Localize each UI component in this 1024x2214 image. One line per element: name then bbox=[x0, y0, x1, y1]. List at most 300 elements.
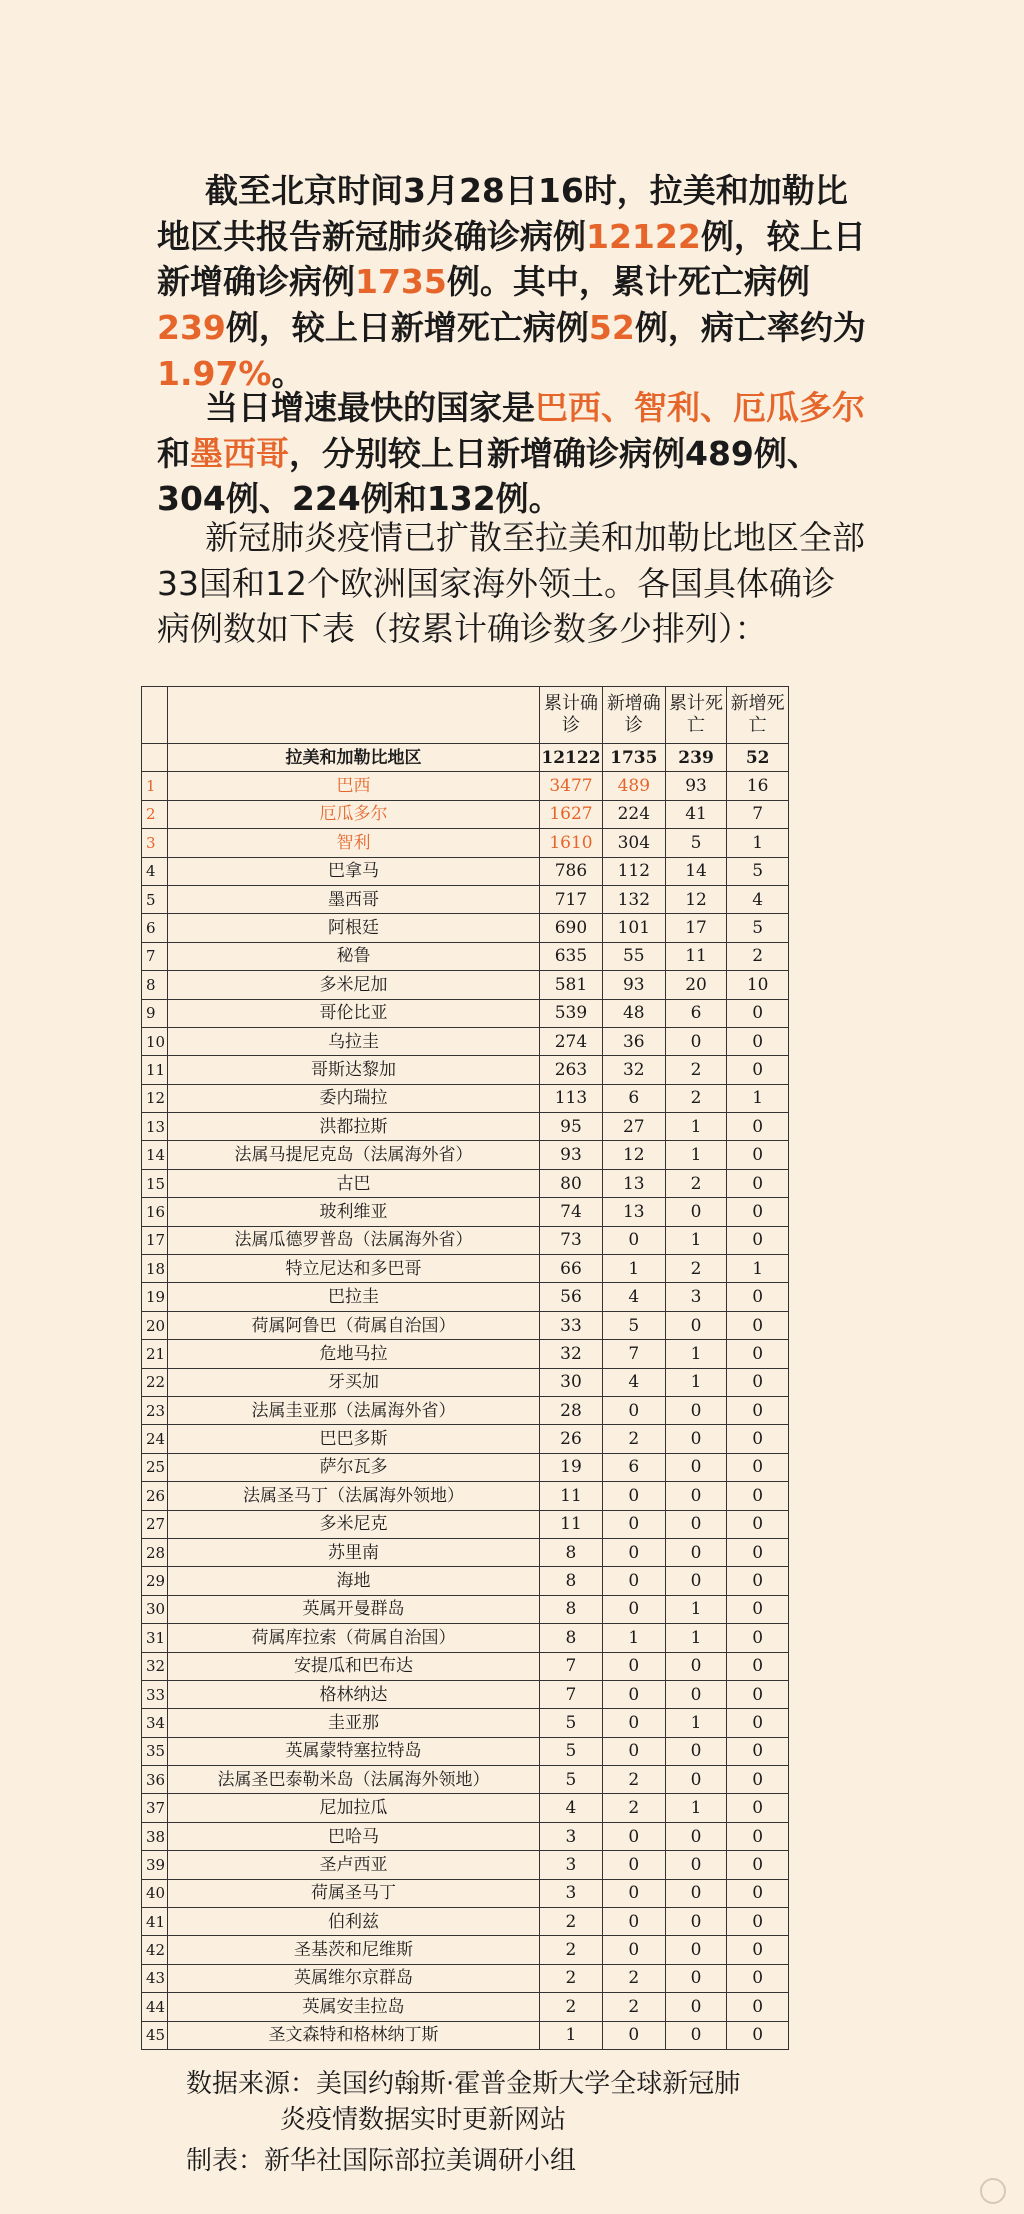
text-segment: 例，较上日新增死亡病例 bbox=[225, 308, 589, 348]
row-cumulative-deaths: 1 bbox=[665, 1368, 727, 1396]
header-rank bbox=[142, 687, 168, 744]
row-country-name: 伯利兹 bbox=[167, 1908, 539, 1936]
summary-cumulative-cases: 12122 bbox=[540, 744, 603, 772]
row-cumulative-deaths: 3 bbox=[665, 1283, 727, 1311]
row-country-name: 多米尼克 bbox=[167, 1510, 539, 1538]
total-cases-value: 12122 bbox=[586, 216, 701, 256]
table-row bbox=[142, 1794, 789, 1822]
row-new-cases: 0 bbox=[602, 1936, 665, 1964]
row-new-cases: 112 bbox=[602, 857, 665, 885]
table-row bbox=[142, 1766, 789, 1794]
row-rank: 22 bbox=[142, 1368, 168, 1396]
row-new-cases: 4 bbox=[602, 1283, 665, 1311]
row-cumulative-deaths: 0 bbox=[665, 1652, 727, 1680]
row-country-name: 哥伦比亚 bbox=[167, 999, 539, 1027]
row-cumulative-deaths: 1 bbox=[665, 1226, 727, 1254]
row-new-cases: 1 bbox=[602, 1624, 665, 1652]
row-cumulative-deaths: 0 bbox=[665, 1567, 727, 1595]
row-new-deaths: 0 bbox=[727, 1908, 789, 1936]
row-new-deaths: 0 bbox=[727, 1652, 789, 1680]
row-new-cases: 0 bbox=[602, 1822, 665, 1850]
table-row bbox=[142, 1113, 789, 1141]
row-cumulative-cases: 2 bbox=[540, 1993, 603, 2021]
row-cumulative-cases: 3 bbox=[540, 1851, 603, 1879]
row-rank: 37 bbox=[142, 1794, 168, 1822]
row-cumulative-cases: 5 bbox=[540, 1709, 603, 1737]
row-cumulative-deaths: 0 bbox=[665, 1198, 727, 1226]
row-rank: 33 bbox=[142, 1680, 168, 1708]
row-cumulative-cases: 95 bbox=[540, 1113, 603, 1141]
row-new-deaths: 0 bbox=[727, 1964, 789, 1992]
row-cumulative-cases: 1627 bbox=[540, 800, 603, 828]
row-cumulative-cases: 80 bbox=[540, 1169, 603, 1197]
row-country-name: 安提瓜和巴布达 bbox=[167, 1652, 539, 1680]
table-row bbox=[142, 1056, 789, 1084]
row-new-cases: 0 bbox=[602, 1908, 665, 1936]
table-row bbox=[142, 1198, 789, 1226]
row-new-deaths: 0 bbox=[727, 1027, 789, 1055]
row-cumulative-cases: 8 bbox=[540, 1624, 603, 1652]
table-row bbox=[142, 1141, 789, 1169]
country-highlight: 墨西哥 bbox=[190, 433, 289, 473]
row-cumulative-cases: 717 bbox=[540, 885, 603, 913]
row-new-deaths: 0 bbox=[727, 1226, 789, 1254]
row-cumulative-cases: 581 bbox=[540, 971, 603, 999]
row-new-cases: 0 bbox=[602, 1680, 665, 1708]
row-cumulative-deaths: 0 bbox=[665, 1936, 727, 1964]
row-new-cases: 32 bbox=[602, 1056, 665, 1084]
row-cumulative-deaths: 0 bbox=[665, 1993, 727, 2021]
text-segment: 例。其中，累计死亡病例 bbox=[446, 262, 810, 302]
row-cumulative-deaths: 5 bbox=[665, 829, 727, 857]
row-rank: 29 bbox=[142, 1567, 168, 1595]
row-cumulative-cases: 263 bbox=[540, 1056, 603, 1084]
row-rank: 11 bbox=[142, 1056, 168, 1084]
row-cumulative-deaths: 12 bbox=[665, 885, 727, 913]
row-country-name: 巴拉圭 bbox=[167, 1283, 539, 1311]
table-row bbox=[142, 1340, 789, 1368]
row-new-deaths: 0 bbox=[727, 2021, 789, 2049]
header-name bbox=[167, 687, 539, 744]
table-row bbox=[142, 1396, 789, 1424]
row-cumulative-deaths: 20 bbox=[665, 971, 727, 999]
table-header-row bbox=[142, 687, 789, 744]
row-rank: 38 bbox=[142, 1822, 168, 1850]
row-new-cases: 2 bbox=[602, 1766, 665, 1794]
row-new-deaths: 0 bbox=[727, 1283, 789, 1311]
row-country-name: 乌拉圭 bbox=[167, 1027, 539, 1055]
table-row bbox=[142, 1964, 789, 1992]
summary-new-deaths: 52 bbox=[727, 744, 789, 772]
summary-cumulative-deaths: 239 bbox=[665, 744, 727, 772]
row-country-name: 苏里南 bbox=[167, 1538, 539, 1566]
text-segment: 和 bbox=[157, 433, 190, 473]
row-country-name: 英属安圭拉岛 bbox=[167, 1993, 539, 2021]
row-new-cases: 2 bbox=[602, 1993, 665, 2021]
table-row bbox=[142, 1822, 789, 1850]
row-country-name: 圣文森特和格林纳丁斯 bbox=[167, 2021, 539, 2049]
row-rank: 9 bbox=[142, 999, 168, 1027]
table-summary-row bbox=[142, 744, 789, 772]
row-country-name: 荷属阿鲁巴（荷属自治国） bbox=[167, 1311, 539, 1339]
row-cumulative-cases: 5 bbox=[540, 1766, 603, 1794]
header-cumulative-cases: 累计确诊 bbox=[540, 687, 603, 744]
row-new-cases: 13 bbox=[602, 1169, 665, 1197]
table-row bbox=[142, 1084, 789, 1112]
row-country-name: 牙买加 bbox=[167, 1368, 539, 1396]
row-cumulative-deaths: 0 bbox=[665, 1851, 727, 1879]
row-new-cases: 0 bbox=[602, 1879, 665, 1907]
row-new-deaths: 10 bbox=[727, 971, 789, 999]
row-country-name: 智利 bbox=[167, 829, 539, 857]
row-country-name: 英属维尔京群岛 bbox=[167, 1964, 539, 1992]
table-row bbox=[142, 829, 789, 857]
header-new-cases: 新增确诊 bbox=[602, 687, 665, 744]
row-country-name: 圣基茨和尼维斯 bbox=[167, 1936, 539, 1964]
row-new-deaths: 5 bbox=[727, 914, 789, 942]
table-row bbox=[142, 772, 789, 800]
row-new-cases: 304 bbox=[602, 829, 665, 857]
row-new-cases: 55 bbox=[602, 942, 665, 970]
row-new-deaths: 16 bbox=[727, 772, 789, 800]
row-rank: 27 bbox=[142, 1510, 168, 1538]
row-cumulative-deaths: 0 bbox=[665, 1964, 727, 1992]
row-cumulative-deaths: 0 bbox=[665, 1680, 727, 1708]
row-new-cases: 0 bbox=[602, 1652, 665, 1680]
row-cumulative-deaths: 93 bbox=[665, 772, 727, 800]
row-country-name: 阿根廷 bbox=[167, 914, 539, 942]
row-cumulative-deaths: 1 bbox=[665, 1624, 727, 1652]
row-cumulative-cases: 113 bbox=[540, 1084, 603, 1112]
row-new-cases: 224 bbox=[602, 800, 665, 828]
row-rank: 14 bbox=[142, 1141, 168, 1169]
row-new-deaths: 0 bbox=[727, 1595, 789, 1623]
row-new-deaths: 1 bbox=[727, 1255, 789, 1283]
row-country-name: 巴拿马 bbox=[167, 857, 539, 885]
row-rank: 3 bbox=[142, 829, 168, 857]
row-cumulative-deaths: 0 bbox=[665, 1453, 727, 1481]
row-cumulative-deaths: 6 bbox=[665, 999, 727, 1027]
row-cumulative-deaths: 0 bbox=[665, 1879, 727, 1907]
row-new-cases: 0 bbox=[602, 1396, 665, 1424]
row-new-deaths: 0 bbox=[727, 1425, 789, 1453]
row-new-deaths: 0 bbox=[727, 1311, 789, 1339]
row-cumulative-cases: 32 bbox=[540, 1340, 603, 1368]
table-row bbox=[142, 1538, 789, 1566]
row-rank: 32 bbox=[142, 1652, 168, 1680]
row-cumulative-cases: 66 bbox=[540, 1255, 603, 1283]
row-country-name: 玻利维亚 bbox=[167, 1198, 539, 1226]
row-new-deaths: 5 bbox=[727, 857, 789, 885]
text-segment: 例，病亡率约为 bbox=[634, 308, 866, 348]
row-new-cases: 1 bbox=[602, 1255, 665, 1283]
row-rank: 43 bbox=[142, 1964, 168, 1992]
row-cumulative-cases: 28 bbox=[540, 1396, 603, 1424]
row-rank: 34 bbox=[142, 1709, 168, 1737]
row-cumulative-cases: 26 bbox=[540, 1425, 603, 1453]
row-new-cases: 93 bbox=[602, 971, 665, 999]
row-rank: 13 bbox=[142, 1113, 168, 1141]
table-row bbox=[142, 971, 789, 999]
row-rank: 20 bbox=[142, 1311, 168, 1339]
header-cumulative-deaths: 累计死亡 bbox=[665, 687, 727, 744]
row-cumulative-cases: 93 bbox=[540, 1141, 603, 1169]
row-new-cases: 36 bbox=[602, 1027, 665, 1055]
row-new-deaths: 0 bbox=[727, 1794, 789, 1822]
row-new-cases: 13 bbox=[602, 1198, 665, 1226]
row-new-deaths: 0 bbox=[727, 1993, 789, 2021]
row-cumulative-cases: 3 bbox=[540, 1822, 603, 1850]
row-rank: 44 bbox=[142, 1993, 168, 2021]
row-new-deaths: 1 bbox=[727, 829, 789, 857]
table-row bbox=[142, 1311, 789, 1339]
row-new-cases: 489 bbox=[602, 772, 665, 800]
row-cumulative-deaths: 2 bbox=[665, 1084, 727, 1112]
row-rank: 40 bbox=[142, 1879, 168, 1907]
row-new-deaths: 0 bbox=[727, 1737, 789, 1765]
row-cumulative-deaths: 0 bbox=[665, 1822, 727, 1850]
row-rank: 26 bbox=[142, 1482, 168, 1510]
row-country-name: 尼加拉瓜 bbox=[167, 1794, 539, 1822]
table-row bbox=[142, 1169, 789, 1197]
row-new-deaths: 0 bbox=[727, 1368, 789, 1396]
row-cumulative-deaths: 1 bbox=[665, 1794, 727, 1822]
row-new-cases: 0 bbox=[602, 1538, 665, 1566]
row-cumulative-deaths: 1 bbox=[665, 1141, 727, 1169]
row-new-cases: 0 bbox=[602, 1851, 665, 1879]
row-new-deaths: 2 bbox=[727, 942, 789, 970]
row-country-name: 特立尼达和多巴哥 bbox=[167, 1255, 539, 1283]
row-new-deaths: 0 bbox=[727, 1822, 789, 1850]
row-rank: 35 bbox=[142, 1737, 168, 1765]
row-country-name: 厄瓜多尔 bbox=[167, 800, 539, 828]
row-country-name: 海地 bbox=[167, 1567, 539, 1595]
row-rank: 36 bbox=[142, 1766, 168, 1794]
row-rank: 41 bbox=[142, 1908, 168, 1936]
row-rank: 23 bbox=[142, 1396, 168, 1424]
row-country-name: 圭亚那 bbox=[167, 1709, 539, 1737]
data-source bbox=[186, 2066, 886, 2138]
row-country-name: 法属瓜德罗普岛（法属海外省） bbox=[167, 1226, 539, 1254]
data-source-line: 炎疫情数据实时更新网站 bbox=[280, 2105, 567, 2135]
row-cumulative-cases: 2 bbox=[540, 1936, 603, 1964]
row-country-name: 荷属库拉索（荷属自治国） bbox=[167, 1624, 539, 1652]
row-cumulative-deaths: 2 bbox=[665, 1169, 727, 1197]
row-rank: 39 bbox=[142, 1851, 168, 1879]
fastest-growth-paragraph bbox=[157, 385, 867, 522]
row-rank: 12 bbox=[142, 1084, 168, 1112]
row-cumulative-cases: 5 bbox=[540, 1737, 603, 1765]
row-cumulative-cases: 73 bbox=[540, 1226, 603, 1254]
row-rank: 18 bbox=[142, 1255, 168, 1283]
row-rank: 15 bbox=[142, 1169, 168, 1197]
row-cumulative-cases: 30 bbox=[540, 1368, 603, 1396]
row-cumulative-cases: 8 bbox=[540, 1567, 603, 1595]
row-cumulative-cases: 786 bbox=[540, 857, 603, 885]
row-rank: 16 bbox=[142, 1198, 168, 1226]
row-cumulative-cases: 690 bbox=[540, 914, 603, 942]
table-row bbox=[142, 1709, 789, 1737]
row-rank: 1 bbox=[142, 772, 168, 800]
row-new-cases: 2 bbox=[602, 1964, 665, 1992]
table-row bbox=[142, 800, 789, 828]
row-cumulative-cases: 7 bbox=[540, 1652, 603, 1680]
table-row bbox=[142, 1482, 789, 1510]
row-cumulative-cases: 2 bbox=[540, 1964, 603, 1992]
row-rank: 7 bbox=[142, 942, 168, 970]
row-cumulative-deaths: 2 bbox=[665, 1056, 727, 1084]
row-new-cases: 132 bbox=[602, 885, 665, 913]
row-rank: 2 bbox=[142, 800, 168, 828]
row-country-name: 多米尼加 bbox=[167, 971, 539, 999]
text-segment: 当日增速最快的国家是 bbox=[205, 388, 535, 427]
text-segment: 例，较上日新增确诊病例 bbox=[157, 216, 866, 302]
row-cumulative-deaths: 0 bbox=[665, 1766, 727, 1794]
summary-paragraph bbox=[157, 168, 867, 397]
row-new-deaths: 0 bbox=[727, 1482, 789, 1510]
row-cumulative-deaths: 1 bbox=[665, 1113, 727, 1141]
row-country-name: 哥斯达黎加 bbox=[167, 1056, 539, 1084]
row-rank: 17 bbox=[142, 1226, 168, 1254]
text-segment: 截至北京时间3月28日16时，拉美和加勒比地区共报告新冠肺炎确诊病例 bbox=[157, 171, 848, 256]
table-row bbox=[142, 1595, 789, 1623]
summary-new-cases: 1735 bbox=[602, 744, 665, 772]
row-country-name: 圣卢西亚 bbox=[167, 1851, 539, 1879]
row-new-cases: 0 bbox=[602, 2021, 665, 2049]
row-rank: 42 bbox=[142, 1936, 168, 1964]
row-rank: 25 bbox=[142, 1453, 168, 1481]
row-cumulative-deaths: 0 bbox=[665, 2021, 727, 2049]
row-cumulative-deaths: 0 bbox=[665, 1482, 727, 1510]
summary-rank bbox=[142, 744, 168, 772]
row-cumulative-deaths: 17 bbox=[665, 914, 727, 942]
row-cumulative-deaths: 11 bbox=[665, 942, 727, 970]
row-new-cases: 0 bbox=[602, 1709, 665, 1737]
country-highlight: 巴西、智利、厄瓜多尔 bbox=[535, 388, 865, 427]
row-cumulative-cases: 7 bbox=[540, 1680, 603, 1708]
table-row bbox=[142, 1368, 789, 1396]
row-country-name: 萨尔瓦多 bbox=[167, 1453, 539, 1481]
row-rank: 45 bbox=[142, 2021, 168, 2049]
row-country-name: 墨西哥 bbox=[167, 885, 539, 913]
row-cumulative-cases: 8 bbox=[540, 1595, 603, 1623]
row-country-name: 古巴 bbox=[167, 1169, 539, 1197]
row-cumulative-deaths: 0 bbox=[665, 1737, 727, 1765]
row-new-deaths: 0 bbox=[727, 999, 789, 1027]
watermark-icon bbox=[980, 2178, 1006, 2204]
row-rank: 8 bbox=[142, 971, 168, 999]
table-row bbox=[142, 857, 789, 885]
table-row bbox=[142, 1936, 789, 1964]
row-cumulative-deaths: 0 bbox=[665, 1908, 727, 1936]
row-cumulative-cases: 2 bbox=[540, 1908, 603, 1936]
row-cumulative-cases: 33 bbox=[540, 1311, 603, 1339]
table-row bbox=[142, 1226, 789, 1254]
row-cumulative-cases: 1 bbox=[540, 2021, 603, 2049]
row-new-deaths: 0 bbox=[727, 1340, 789, 1368]
table-row bbox=[142, 1425, 789, 1453]
table-row bbox=[142, 942, 789, 970]
row-new-cases: 0 bbox=[602, 1595, 665, 1623]
table-row bbox=[142, 1851, 789, 1879]
row-country-name: 巴西 bbox=[167, 772, 539, 800]
table-row bbox=[142, 1283, 789, 1311]
row-new-deaths: 1 bbox=[727, 1084, 789, 1112]
row-new-cases: 0 bbox=[602, 1510, 665, 1538]
table-row bbox=[142, 1652, 789, 1680]
table-row bbox=[142, 1027, 789, 1055]
row-new-cases: 2 bbox=[602, 1425, 665, 1453]
row-new-deaths: 0 bbox=[727, 1624, 789, 1652]
row-cumulative-deaths: 0 bbox=[665, 1396, 727, 1424]
fatality-rate-value: 1.97% bbox=[157, 353, 272, 393]
row-new-deaths: 0 bbox=[727, 1396, 789, 1424]
row-new-cases: 0 bbox=[602, 1482, 665, 1510]
row-new-cases: 0 bbox=[602, 1737, 665, 1765]
row-new-cases: 6 bbox=[602, 1453, 665, 1481]
summary-name: 拉美和加勒比地区 bbox=[167, 744, 539, 772]
spread-paragraph: 新冠肺炎疫情已扩散至拉美和加勒比地区全部33国和12个欧洲国家海外领土。各国具体确诊病例数如下表（按累计确诊数多少排列）： bbox=[157, 518, 865, 649]
row-new-cases: 101 bbox=[602, 914, 665, 942]
row-cumulative-deaths: 0 bbox=[665, 1425, 727, 1453]
row-cumulative-cases: 3 bbox=[540, 1879, 603, 1907]
row-rank: 10 bbox=[142, 1027, 168, 1055]
row-cumulative-cases: 19 bbox=[540, 1453, 603, 1481]
row-cumulative-cases: 4 bbox=[540, 1794, 603, 1822]
table-row bbox=[142, 1908, 789, 1936]
row-new-cases: 12 bbox=[602, 1141, 665, 1169]
row-new-deaths: 0 bbox=[727, 1113, 789, 1141]
row-cumulative-deaths: 0 bbox=[665, 1538, 727, 1566]
row-country-name: 法属圣巴泰勒米岛（法属海外领地） bbox=[167, 1766, 539, 1794]
table-row bbox=[142, 1680, 789, 1708]
row-country-name: 巴哈马 bbox=[167, 1822, 539, 1850]
table-row bbox=[142, 914, 789, 942]
row-new-deaths: 7 bbox=[727, 800, 789, 828]
table-row bbox=[142, 1737, 789, 1765]
row-cumulative-cases: 11 bbox=[540, 1510, 603, 1538]
row-cumulative-deaths: 1 bbox=[665, 1709, 727, 1737]
row-new-deaths: 0 bbox=[727, 1510, 789, 1538]
row-cumulative-cases: 274 bbox=[540, 1027, 603, 1055]
row-new-deaths: 0 bbox=[727, 1936, 789, 1964]
row-country-name: 法属马提尼克岛（法属海外省） bbox=[167, 1141, 539, 1169]
row-new-deaths: 0 bbox=[727, 1680, 789, 1708]
row-new-deaths: 0 bbox=[727, 1766, 789, 1794]
row-country-name: 法属圭亚那（法属海外省） bbox=[167, 1396, 539, 1424]
row-rank: 19 bbox=[142, 1283, 168, 1311]
new-deaths-value: 52 bbox=[588, 308, 635, 348]
row-new-deaths: 0 bbox=[727, 1538, 789, 1566]
row-new-cases: 27 bbox=[602, 1113, 665, 1141]
row-rank: 24 bbox=[142, 1425, 168, 1453]
row-country-name: 英属开曼群岛 bbox=[167, 1595, 539, 1623]
row-new-cases: 7 bbox=[602, 1340, 665, 1368]
row-cumulative-cases: 56 bbox=[540, 1283, 603, 1311]
row-new-cases: 5 bbox=[602, 1311, 665, 1339]
row-new-deaths: 0 bbox=[727, 1141, 789, 1169]
row-cumulative-deaths: 14 bbox=[665, 857, 727, 885]
table-row bbox=[142, 1624, 789, 1652]
row-new-deaths: 0 bbox=[727, 1879, 789, 1907]
row-cumulative-deaths: 1 bbox=[665, 1340, 727, 1368]
row-cumulative-deaths: 0 bbox=[665, 1311, 727, 1339]
row-country-name: 法属圣马丁（法属海外领地） bbox=[167, 1482, 539, 1510]
row-new-cases: 2 bbox=[602, 1794, 665, 1822]
row-new-deaths: 0 bbox=[727, 1453, 789, 1481]
text-segment: 。 bbox=[271, 353, 305, 393]
row-country-name: 秘鲁 bbox=[167, 942, 539, 970]
